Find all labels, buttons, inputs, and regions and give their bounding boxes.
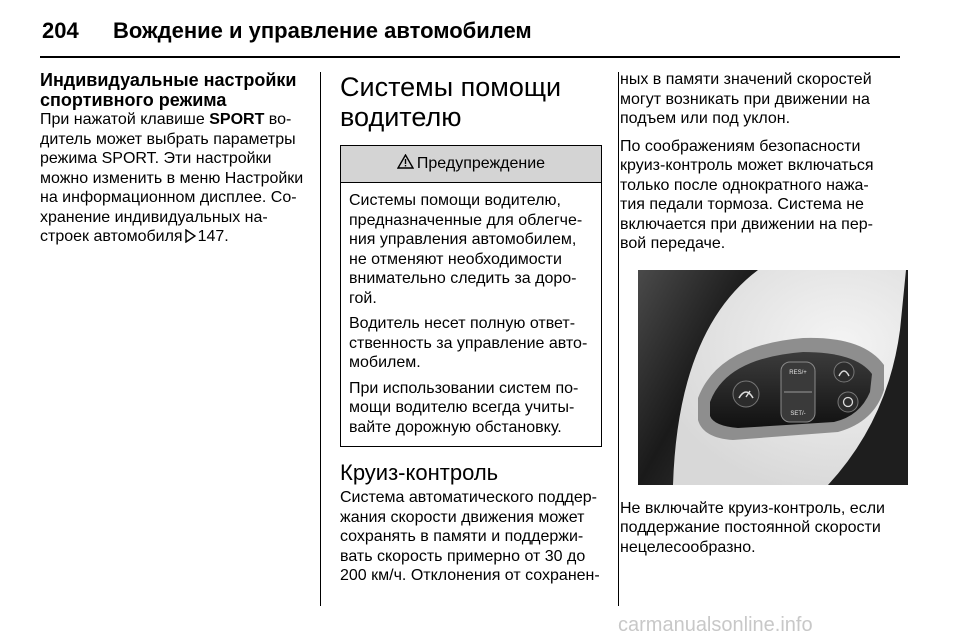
set-label: SET/- — [790, 410, 806, 417]
sport-keyword: SPORT — [209, 111, 265, 128]
warning-header — [341, 146, 601, 183]
page-header — [0, 0, 960, 58]
middle-column — [340, 70, 602, 586]
driver-assistance-heading: Системы помощи водителю — [340, 72, 562, 132]
speed-limiter-button — [834, 362, 854, 382]
warning-paragraph-3: При использовании систем по- мощи водителю всегда учиты- вайте дорожную обстановку. — [349, 379, 579, 436]
sport-settings-paragraph — [40, 110, 308, 249]
page-header-title: Вождение и управление автомобилем — [113, 18, 532, 43]
page-number: 204 — [42, 18, 79, 43]
warning-paragraph-1: Системы помощи водителю, предназначенные для облегче- ния управления автомобилем, не отменяют необходимости внимательно следить за доро- гой. — [349, 192, 583, 307]
watermark: carmanualsonline.info — [618, 614, 813, 636]
header-rule — [40, 56, 900, 58]
cruise-control-button — [733, 381, 759, 407]
sport-ref-page: 147. — [197, 228, 229, 245]
right-paragraph-2: По соображениям безопасности круиз-контроль может включаться только после однократного нажа- тия педали тормоза. Система не включается при движении на пер- вой передаче. — [620, 137, 874, 252]
page-reference-icon — [185, 229, 196, 249]
warning-body — [341, 183, 601, 446]
right-paragraph-3: Не включайте круиз-контроль, если поддержание постоянной скорости нецелесообразно. — [620, 499, 885, 556]
cruise-control-heading: Круиз-контроль — [340, 460, 499, 485]
cancel-button — [838, 392, 858, 412]
right-column — [620, 70, 906, 557]
warning-triangle-icon — [397, 154, 414, 175]
sport-para-start: При нажатой клавише — [40, 111, 210, 128]
sport-settings-heading-line1: Индивидуальные настройки — [40, 70, 297, 90]
sport-para-rest: во- дитель может выбрать параметры режима SPORT. Эти настройки можно изменить в меню Настройки на информационном дисплее. Со- хранение индивидуальных на- строек автомобиля — [40, 111, 304, 245]
sport-settings-heading-line2: спортивного режима — [40, 90, 227, 110]
sport-settings-heading — [40, 70, 308, 110]
res-label: RES/+ — [789, 369, 807, 376]
right-paragraph-1: ных в памяти значений скоростей могут возникать при движении на подъем или под уклон. — [620, 71, 872, 127]
steering-wheel-figure — [638, 270, 908, 485]
warning-box — [340, 145, 602, 447]
left-column — [40, 70, 308, 249]
column-divider-1 — [320, 72, 321, 606]
column-divider-2 — [618, 72, 619, 606]
warning-title: Предупреждение — [416, 155, 546, 173]
warning-paragraph-2: Водитель несет полную ответ- ственность за управление авто- мобилем. — [349, 315, 588, 371]
cruise-control-paragraph: Система автоматического поддер- жания скорости движения может сохранять в памяти и поддержи- вать скорость примерно от 30 до 200 км/ч. Отклонения от сохранен- — [340, 489, 600, 584]
